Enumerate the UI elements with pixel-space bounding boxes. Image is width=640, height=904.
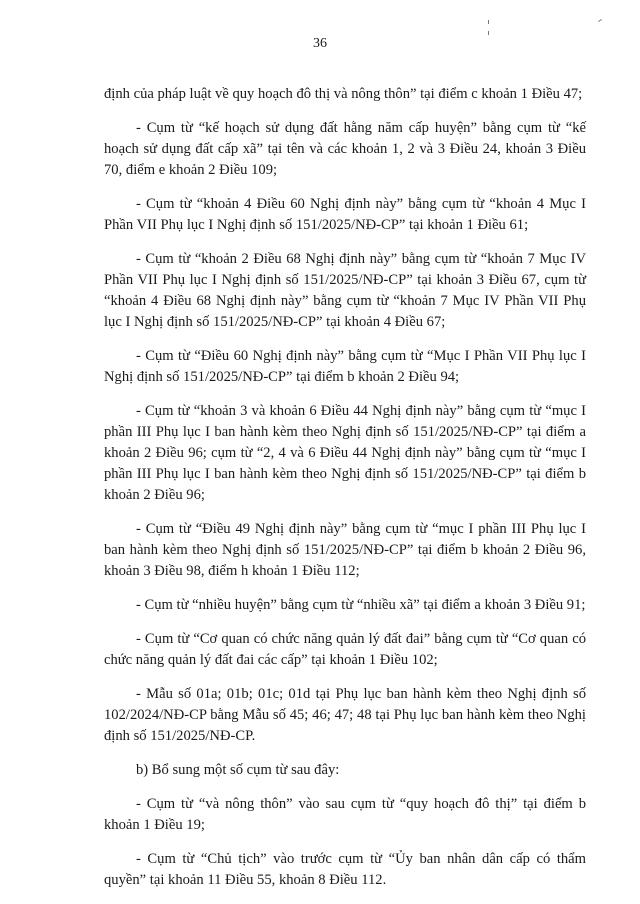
paragraph-continuation: định của pháp luật về quy hoạch đô thị và nông thôn” tại điểm c khoản 1 Điều 47;	[104, 86, 583, 102]
paragraph-item: - Mẫu số 01a; 01b; 01c; 01d tại Phụ lục ban hành kèm theo Nghị định số 102/2024/NĐ-CP bằng Mẫu số 45; 46; 47; 48 tại Phụ lục ban hành kèm theo Nghị định số 151/2025/NĐ-CP.	[104, 686, 586, 744]
page-number: 36	[313, 36, 327, 51]
paragraph-item: - Cụm từ “Chủ tịch” vào trước cụm từ “Ủy ban nhân dân cấp có thẩm quyền” tại khoản 11 Điều 55, khoản 8 Điều 112.	[104, 851, 586, 888]
paragraph-item: - Cụm từ “khoản 2 Điều 68 Nghị định này” bằng cụm từ “khoản 7 Mục IV Phần VII Phụ lục I Nghị định số 151/2025/NĐ-CP” tại khoản 3 Điều 67, cụm từ “khoản 4 Điều 68 Nghị định này” bằng cụm từ “khoản 7 Mục IV Phần VII Phụ lục I Nghị định số 151/2025/NĐ-CP” tại khoản 4 Điều 67;	[104, 251, 586, 330]
paragraph-item: - Cụm từ “nhiều huyện” bằng cụm từ “nhiều xã” tại điểm a khoản 3 Điều 91;	[136, 597, 586, 613]
scan-mark	[598, 19, 602, 22]
scan-mark	[488, 31, 489, 35]
scan-mark	[488, 20, 489, 24]
document-body	[104, 84, 586, 904]
paragraph-item: - Cụm từ “kế hoạch sử dụng đất hằng năm cấp huyện” bằng cụm từ “kế hoạch sử dụng đất cấp xã” tại tên và các khoản 1, 2 và 3 Điều 24, khoản 3 Điều 70, điểm e khoản 2 Điều 109;	[104, 120, 586, 178]
paragraph-item: - Cụm từ “khoản 3 và khoản 6 Điều 44 Nghị định này” bằng cụm từ “mục I phần III Phụ lục I ban hành kèm theo Nghị định số 151/2025/NĐ-CP” tại điểm a khoản 2 Điều 96; cụm từ “2, 4 và 6 Điều 44 Nghị định này” bằng cụm từ “mục I phần III Phụ lục I ban hành kèm theo Nghị định số 151/2025/NĐ-CP” tại điểm b khoản 2 Điều 96;	[104, 403, 586, 503]
paragraph-item: - Cụm từ “Cơ quan có chức năng quản lý đất đai” bằng cụm từ “Cơ quan có chức năng quản lý đất đai các cấp” tại khoản 1 Điều 102;	[104, 631, 586, 668]
paragraph-item: - Cụm từ “khoản 4 Điều 60 Nghị định này” bằng cụm từ “khoản 4 Mục I Phần VII Phụ lục I Nghị định số 151/2025/NĐ-CP” tại khoản 1 Điều 61;	[104, 196, 586, 233]
paragraph-item: - Cụm từ “và nông thôn” vào sau cụm từ “quy hoạch đô thị” tại điểm b khoản 1 Điều 19;	[104, 796, 586, 833]
paragraph-item: - Cụm từ “Điều 60 Nghị định này” bằng cụm từ “Mục I Phần VII Phụ lục I Nghị định số 151/2025/NĐ-CP” tại điểm b khoản 2 Điều 94;	[104, 348, 586, 385]
section-heading-b: b) Bổ sung một số cụm từ sau đây:	[136, 762, 340, 778]
paragraph-item: - Cụm từ “Điều 49 Nghị định này” bằng cụm từ “mục I phần III Phụ lục I ban hành kèm theo Nghị định số 151/2025/NĐ-CP” tại điểm b khoản 2 Điều 96, khoản 3 Điều 98, điểm h khoản 1 Điều 112;	[104, 521, 586, 579]
